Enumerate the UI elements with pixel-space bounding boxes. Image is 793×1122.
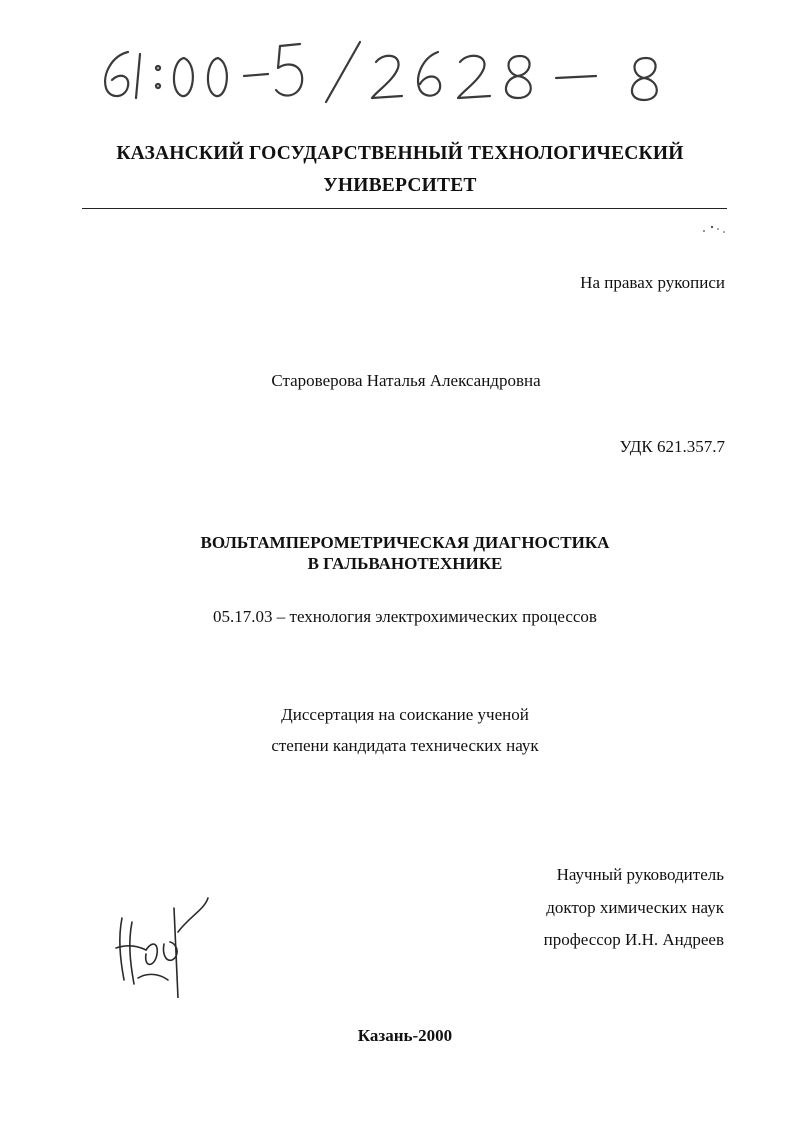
university-name-line-1: КАЗАНСКИЙ ГОСУДАРСТВЕННЫЙ ТЕХНОЛОГИЧЕСКИЙ: [116, 143, 684, 164]
degree-statement-line-2: степени кандидата технических наук: [271, 736, 539, 755]
advisor-degree: доктор химических наук: [546, 898, 724, 917]
udc-code: УДК 621.357.7: [619, 437, 725, 456]
header-divider: [82, 208, 727, 209]
signature-mark: [108, 888, 218, 998]
author-name: Староверова Наталья Александровна: [271, 371, 541, 390]
scan-specks-drawing: [700, 222, 730, 236]
dissertation-title-line-1: ВОЛЬТАМПЕРОМЕТРИЧЕСКАЯ ДИАГНОСТИКА: [200, 533, 610, 552]
university-name-line-2: УНИВЕРСИТЕТ: [323, 175, 477, 196]
advisor-name: профессор И.Н. Андреев: [543, 930, 724, 949]
degree-statement-line-1: Диссертация на соискание ученой: [281, 705, 529, 724]
specialty-code: 05.17.03 – технология электрохимических процессов: [213, 607, 597, 626]
manuscript-rights-note: На правах рукописи: [580, 273, 725, 292]
scan-specks: [700, 222, 730, 236]
city-and-year: Казань-2000: [357, 1026, 453, 1045]
advisor-role: Научный руководитель: [556, 865, 724, 884]
archive-code-drawing: [0, 0, 793, 120]
dissertation-title-line-2: В ГАЛЬВАНОТЕХНИКЕ: [307, 554, 503, 573]
archive-code-handwritten: [0, 0, 793, 120]
signature-drawing: [108, 888, 218, 998]
